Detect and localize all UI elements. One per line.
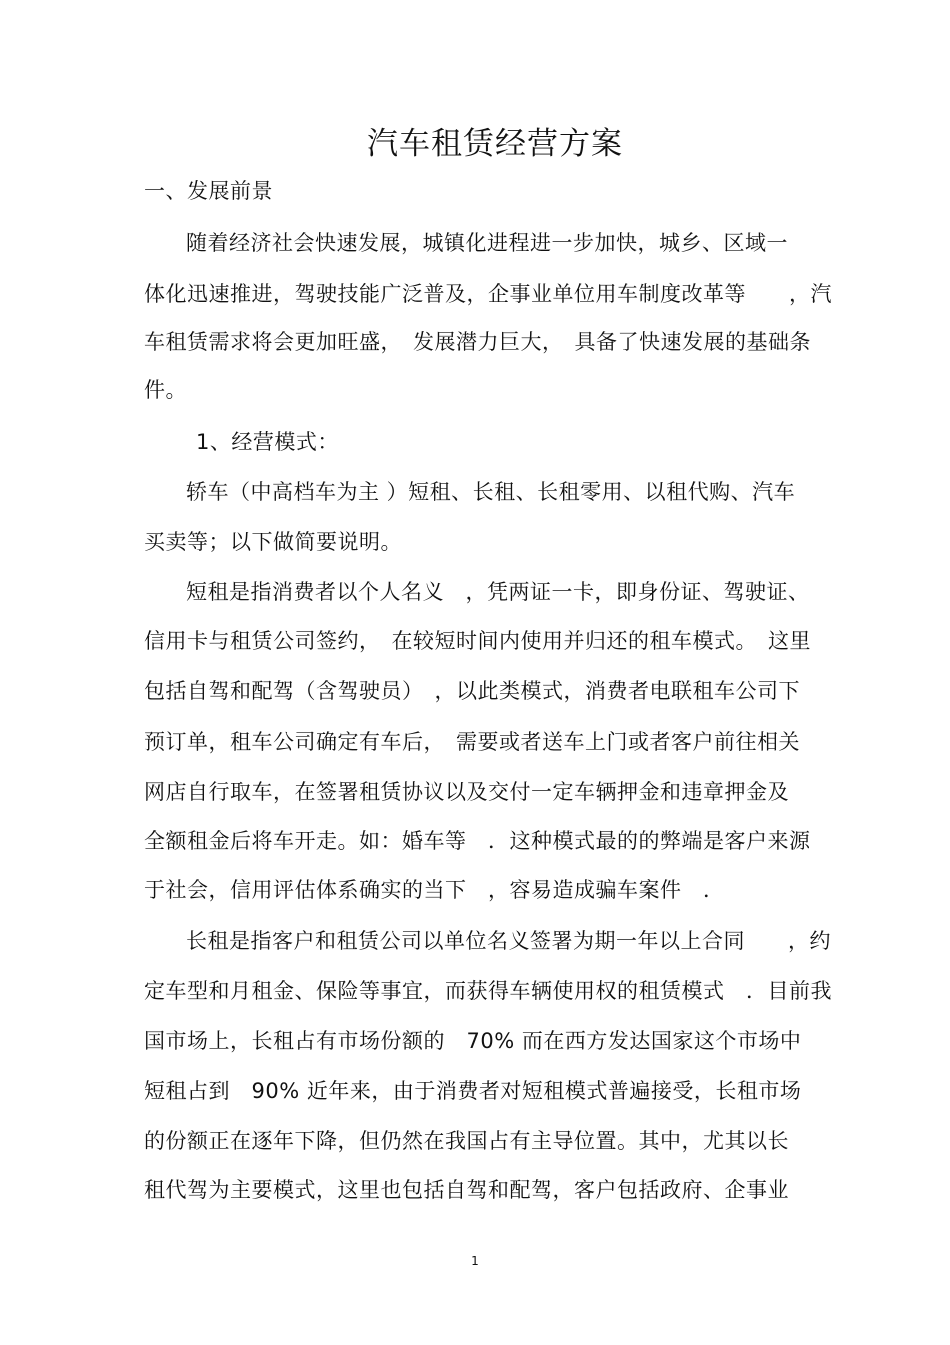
- paragraph-line: 网店自行取车，在签署租赁协议以及交付一定车辆押金和违章押金及: [144, 780, 789, 804]
- paragraph-line: 信用卡与租赁公司签约， 在较短时间内使用并归还的租车模式。 这里: [144, 629, 811, 653]
- document-title: 汽车租赁经营方案: [367, 126, 623, 162]
- paragraph-line: 长租是指客户和租赁公司以单位名义签署为期一年以上合同 ，约: [186, 929, 831, 953]
- paragraph-line: 件。: [144, 378, 187, 402]
- paragraph-line: 全额租金后将车开走。如：婚车等 ．这种模式最的的弊端是客户来源: [144, 829, 811, 853]
- section-heading-prospects: 一、发展前景: [144, 179, 273, 203]
- paragraph-line: 体化迅速推进，驾驶技能广泛普及，企事业单位用车制度改革等 ，汽: [144, 282, 832, 306]
- paragraph-line: 定车型和月租金、保险等事宜，而获得车辆使用权的租赁模式 ．目前我: [144, 979, 832, 1003]
- subsection-heading-business-model: 1、经营模式：: [196, 430, 339, 454]
- paragraph-line: 包括自驾和配驾（含驾驶员） ，以此类模式，消费者电联租车公司下: [144, 679, 800, 703]
- paragraph-line: 预订单，租车公司确定有车后， 需要或者送车上门或者客户前往相关: [144, 730, 800, 754]
- paragraph-line: 租代驾为主要模式，这里也包括自驾和配驾，客户包括政府、企事业: [144, 1178, 789, 1202]
- paragraph-line: 短租占到 90% 近年来，由于消费者对短租模式普遍接受，长租市场: [144, 1079, 802, 1103]
- paragraph-line: 国市场上，长租占有市场份额的 70% 而在西方发达国家这个市场中: [144, 1029, 802, 1053]
- paragraph-line: 的份额正在逐年下降，但仍然在我国占有主导位置。其中，尤其以长: [144, 1129, 789, 1153]
- paragraph-line: 车租赁需求将会更加旺盛， 发展潜力巨大， 具备了快速发展的基础条: [144, 330, 811, 354]
- paragraph-line: 随着经济社会快速发展，城镇化进程进一步加快，城乡、区域一: [186, 231, 788, 255]
- paragraph-line: 买卖等；以下做简要说明。: [144, 530, 402, 554]
- paragraph-line: 短租是指消费者以个人名义 ，凭两证一卡，即身份证、驾驶证、: [186, 580, 810, 604]
- page-number: 1: [471, 1254, 479, 1268]
- paragraph-line: 轿车（中高档车为主 ）短租、长租、长租零用、以租代购、汽车: [186, 480, 796, 504]
- paragraph-line: 于社会，信用评估体系确实的当下 ，容易造成骗车案件 ．: [144, 878, 725, 902]
